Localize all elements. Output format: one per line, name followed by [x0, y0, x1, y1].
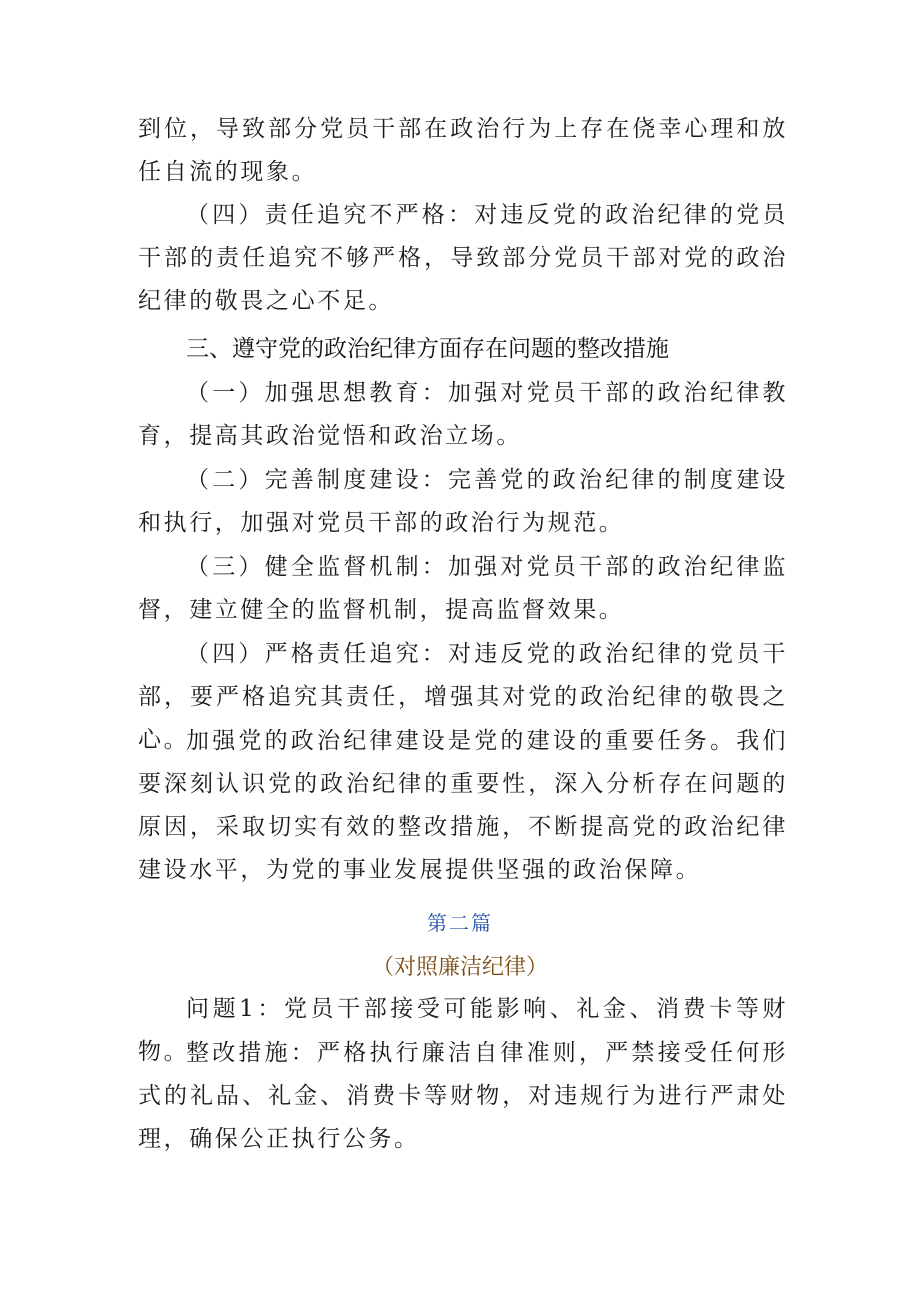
- part-two-title: 第二篇: [427, 911, 493, 935]
- paragraph-continuation: 到位，导致部分党员干部在政治行为上存在侥幸心理和放任自流的现象。: [138, 116, 788, 185]
- measure-supervision: （三）健全监督机制：加强对党员干部的政治纪律监督，建立健全的监督机制，提高监督效果。: [138, 554, 788, 623]
- measure-education: （一）加强思想教育：加强对党员干部的政治纪律教育，提高其政治觉悟和政治立场。: [138, 380, 788, 449]
- measure-one: 整改措施：严格执行廉洁自律准则，严禁接受任何形式的礼品、礼金、消费卡等财物，对违规行为进行严肃处理，确保公正执行公务。: [138, 1040, 788, 1152]
- measure-system: （二）完善制度建设：完善党的政治纪律的制度建设和执行，加强对党员干部的政治行为规范。: [138, 467, 788, 536]
- part-two-subtitle: （对照廉洁纪律）: [371, 955, 548, 980]
- section-heading-rectification: 三、遵守党的政治纪律方面存在问题的整改措施: [186, 336, 669, 362]
- conclusion-paragraph: 加强党的政治纪律建设是党的建设的重要任务。我们要深刻认识党的政治纪律的重要性，深入分析存在问题的原因，采取切实有效的整改措施，不断提高党的政治纪律建设水平，为党的事业发展提供坚强的政治保障。: [138, 728, 788, 883]
- problem-one: 问题1：党员干部接受可能影响、礼金、消费卡等财物。: [138, 996, 788, 1065]
- paragraph-responsibility-problem: （四）责任追究不严格：对违反党的政治纪律的党员干部的责任追究不够严格，导致部分党员干部对党的政治纪律的敬畏之心不足。: [138, 202, 788, 314]
- measure-accountability: （四）严格责任追究：对违反党的政治纪律的党员干部，要严格追究其责任，增强其对党的政治纪律的敬畏之心。: [138, 641, 788, 753]
